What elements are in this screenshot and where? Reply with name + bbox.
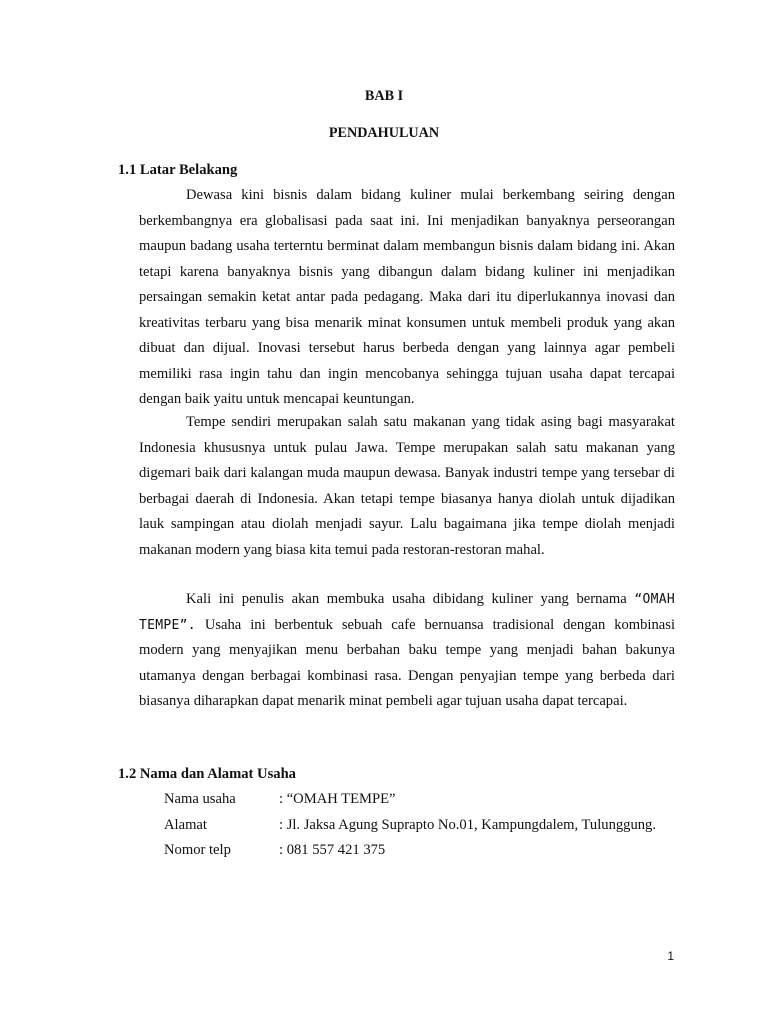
business-info-table <box>164 787 675 864</box>
info-label: Nama usaha <box>164 791 236 807</box>
info-row-alamat <box>164 813 675 839</box>
info-row-nomor-telp <box>164 838 675 864</box>
paragraph-3 <box>139 587 675 715</box>
section-heading-nama-alamat: 1.2 Nama dan Alamat Usaha <box>118 766 296 782</box>
chapter-number: BAB I <box>364 88 404 104</box>
info-value: : Jl. Jaksa Agung Suprapto No.01, Kampungdalem, Tulunggung. <box>279 816 657 833</box>
chapter-title: PENDAHULUAN <box>328 125 440 141</box>
info-label: Nomor telp <box>164 842 231 858</box>
page-number: 1 <box>667 949 674 963</box>
paragraph-3-intro: Kali ini penulis akan membuka usaha dibidang kuliner yang bernama <box>186 591 635 607</box>
info-value: : 081 557 421 375 <box>279 842 386 858</box>
section-heading-latar-belakang: 1.1 Latar Belakang <box>118 162 238 178</box>
paragraph-3-body: Usaha ini berbentuk sebuah cafe bernuansa tradisional dengan kombinasi modern yang menyajikan menu berbahan baku tempe yang menjadi bahan bakunya utamanya dengan berbagai kombinasi rasa. Dengan penyajian tempe yang berbeda dari biasanya diharapkan dapat menarik minat pembeli agar tujuan usaha dapat tercapai. <box>139 616 675 709</box>
paragraph-1: Dewasa kini bisnis dalam bidang kuliner mulai berkembang seiring dengan berkembangnya era globalisasi pada saat ini. Ini menjadikan banyaknya perseorangan maupun badang usaha terterntu berminat dalam membangun bisnis dalam bidang ini. Akan tetapi karena banyaknya bisnis yang dibangun dalam bidang kuliner ini menjadikan persaingan semakin ketat antar pada pedagang. Maka dari itu diperlukannya inovasi dan kreativitas terbaru yang bisa menarik minat konsumen untuk membeli produk yang akan dibuat dan dijual. Inovasi tersebut harus berbeda dengan yang lainnya agar pembeli memiliki rasa ingin tahu dan ingin mencobanya sehingga tujuan usaha dapat tercapai dengan baik yaitu untuk mencapai keuntungan. <box>139 187 675 407</box>
business-name-inline: “OMAH TEMPE”. <box>139 592 675 633</box>
info-value: : “OMAH TEMPE” <box>279 791 396 807</box>
paragraph-2: Tempe sendiri merupakan salah satu makanan yang tidak asing bagi masyarakat Indonesia khususnya untuk pulau Jawa. Tempe merupakan salah satu makanan yang digemari baik dari kalangan muda maupun dewasa. Banyak industri tempe yang tersebar di berbagai daerah di Indonesia. Akan tetapi tempe biasanya hanya diolah untuk dijadikan lauk sampingan atau diolah menjadi sayur. Lalu bagaimana jika tempe diolah menjadi makanan modern yang biasa kita temui pada restoran-restoran mahal. <box>139 414 675 558</box>
info-label: Alamat <box>164 816 207 833</box>
info-row-nama-usaha <box>164 787 675 813</box>
